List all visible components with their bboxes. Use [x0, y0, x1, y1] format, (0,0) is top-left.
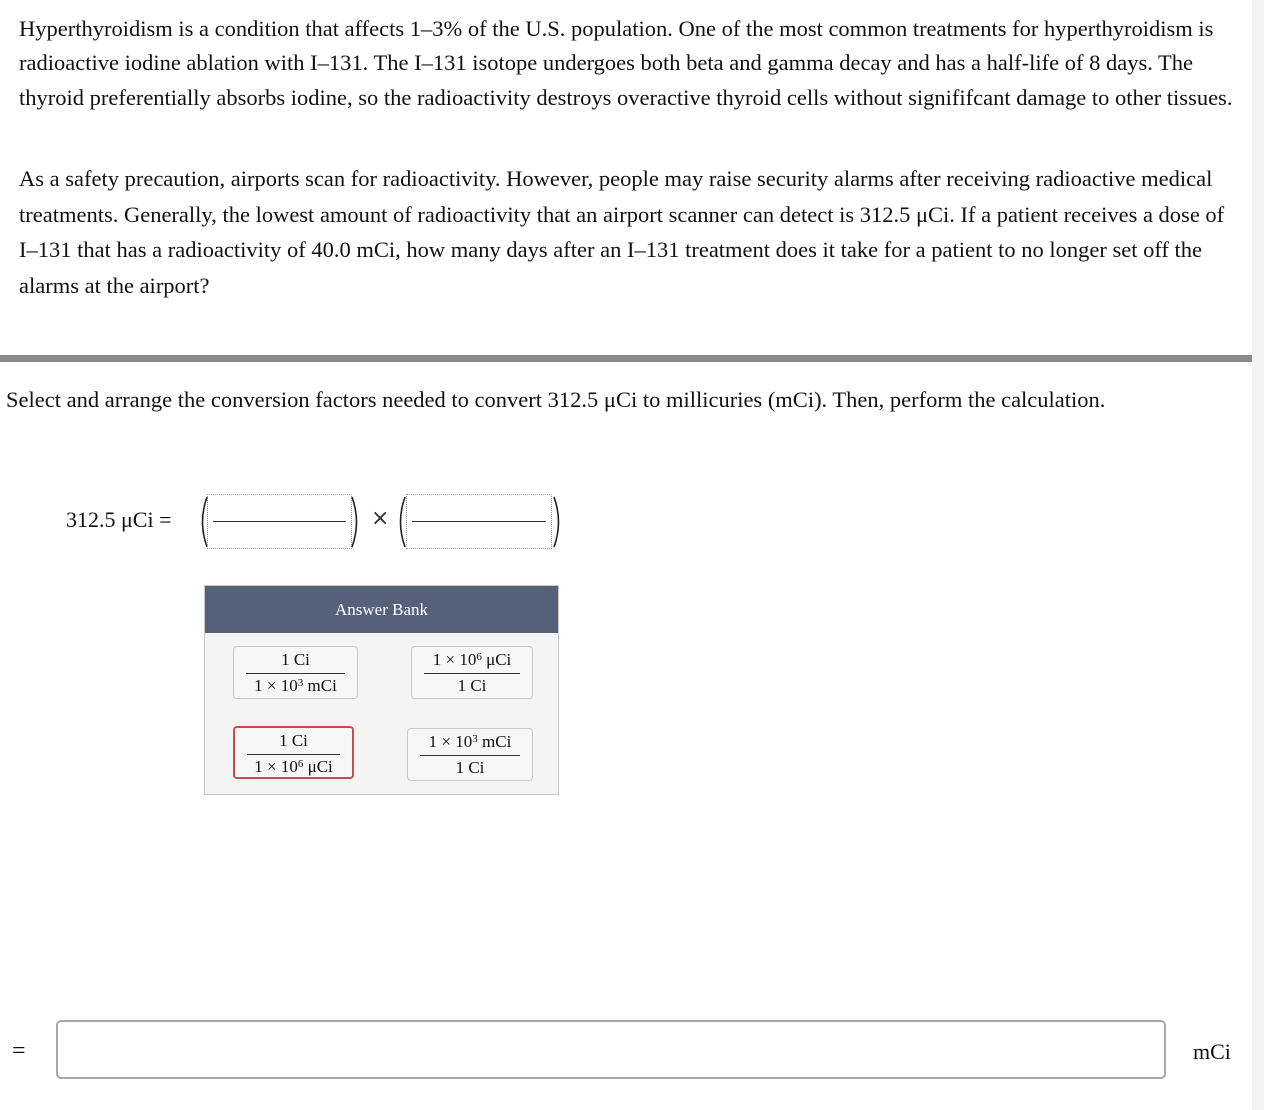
tile-fraction-bar [247, 754, 340, 755]
tile-fraction-bar [246, 673, 345, 674]
equals-sign: = [12, 1038, 26, 1064]
answer-tile-ci-per-1e3-mci[interactable] [233, 646, 358, 699]
equation-lhs: 312.5 μCi = [66, 507, 172, 532]
slot-2-fraction-bar [412, 521, 546, 522]
tile-denominator: $1 \times 10^6$ μCi [254, 757, 333, 776]
answer-unit-label: mCi [1193, 1039, 1231, 1064]
tile-denominator: $1 \times 10^3$ mCi [254, 676, 337, 695]
tile-denominator: 1 Ci [455, 758, 485, 777]
answer-bank-title: Answer Bank [205, 586, 558, 633]
instruction-text: Select and arrange the conversion factors needed to convert 312.5 μCi to millicuries (mCi). Then, perform the calculation. [6, 387, 1106, 412]
right-gutter [1252, 0, 1264, 1110]
conversion-factor-slot-1[interactable] [207, 494, 352, 549]
problem-paragraph-1: Hyperthyroidism is a condition that affects 1–3% of the U.S. population. One of the most common treatments for hyperthyroidism is radioactive iodine ablation with I–131. The I–131 isotope undergoes both beta and gamma decay and has a half-life of 8 days. The thyroid preferentially absorbs iodine, so the radioactivity destroys overactive thyroid cells without signififcant damage to other tissues. [19, 16, 1233, 110]
answer-tile-1e3-mci-per-ci[interactable] [407, 728, 533, 781]
right-paren-1 [349, 494, 363, 550]
right-paren-2 [551, 494, 565, 550]
problem-paragraph-2: As a safety precaution, airports scan for radioactivity. However, people may raise security alarms after receiving radioactive medical treatments. Generally, the lowest amount of radioactivity that an airport scanner can detect is 312.5 μCi. If a patient receives a dose of I–131 that has a radioactivity of 40.0 mCi, how many days after an I–131 treatment does it take for a patient to no longer set off the alarms at the airport? [19, 166, 1225, 298]
section-divider [0, 355, 1254, 362]
tile-fraction-bar [424, 673, 520, 674]
answer-tile-1e6-uci-per-ci[interactable] [411, 646, 533, 699]
tile-numerator: $1 \times 10^3$ mCi [428, 732, 512, 751]
tile-numerator: 1 Ci [279, 731, 308, 750]
answer-input[interactable] [56, 1020, 1166, 1079]
tile-numerator: $1 \times 10^6$ μCi [432, 650, 512, 669]
answer-bank [204, 585, 559, 795]
answer-tile-ci-per-1e6-uci[interactable] [233, 726, 354, 779]
conversion-factor-slot-2[interactable] [406, 494, 552, 549]
tile-fraction-bar [420, 755, 520, 756]
slot-1-fraction-bar [213, 521, 346, 522]
multiply-sign: × [371, 506, 390, 531]
tile-denominator: 1 Ci [457, 676, 487, 695]
tile-numerator: 1 Ci [281, 650, 310, 669]
